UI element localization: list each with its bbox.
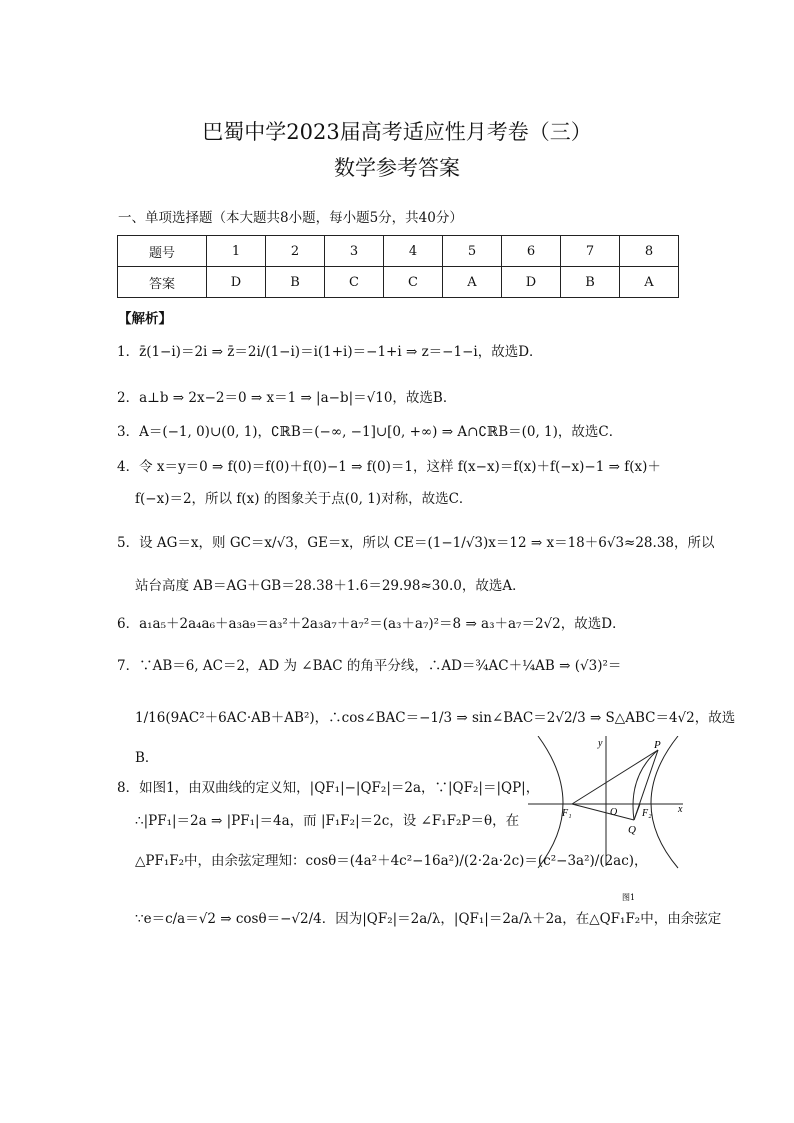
answer-cell: D [207,267,266,298]
solution-8-line3: △PF₁F₂中，由余弦定理知：cosθ＝(4a²＋4c²−16a²)/(2·2a·2c)＝(c²−3a²)/(2ac)， [135,853,648,869]
answer-cell: B [266,267,325,298]
answer-cell: B [561,267,620,298]
solution-1: 1．z̄(1−i)＝2i ⇒ z̄＝2i/(1−i)＝i(1+i)＝−1+i ⇒ z＝−1−i，故选D． [117,344,543,360]
segment-f1-q [572,804,634,820]
label-x: x [678,804,683,815]
question-number: 4 [384,236,443,267]
answer-table [117,235,679,298]
answer-cell: A [620,267,679,298]
solution-3: 3．A＝(−1, 0)∪(0, 1)，∁ℝB＝(−∞, −1]∪[0, +∞) ⇒ A∩∁ℝB＝(0, 1)，故选C． [117,424,623,440]
solution-2: 2．a⊥b ⇒ 2x−2＝0 ⇒ x＝1 ⇒ |a−b|＝√10，故选B． [117,390,457,406]
page-title: 巴蜀中学2023届高考适应性月考卷（三） [202,120,592,144]
row-label-number: 题号 [118,236,207,267]
segment-f1-p [572,750,658,804]
solution-8-line1: 8．如图1，由双曲线的定义知，|QF₁|−|QF₂|＝2a，∵|QF₂|＝|QP|， [117,780,540,796]
hyperbola-right-branch [651,736,678,868]
solution-4-line1: 4．令 x＝y＝0 ⇒ f(0)＝f(0)＋f(0)−1 ⇒ f(0)＝1，这样 f(x−x)＝f(x)＋f(−x)−1 ⇒ f(x)＋ [117,459,661,475]
solution-8-line2: ∴|PF₁|＝2a ⇒ |PF₁|＝4a，而 |F₁F₂|＝2c，设 ∠F₁F₂P＝θ，在 [135,813,520,829]
answer-cell: C [384,267,443,298]
answer-cell: D [502,267,561,298]
solution-5-line2: 站台高度 AB＝AG＋GB＝28.38＋1.6＝29.98≈30.0，故选A． [135,578,526,594]
solution-7-line2: 1/16(9AC²＋6AC·AB＋AB²)，∴cos∠BAC＝−1/3 ⇒ sin∠BAC＝2√2/3 ⇒ S△ABC＝4√2，故选 [135,710,736,726]
label-f2: F₂ [642,808,652,819]
row-label-answer: 答案 [118,267,207,298]
page-subtitle: 数学参考答案 [334,156,460,180]
label-y: y [598,738,603,749]
question-number: 6 [502,236,561,267]
solution-4-line2: f(−x)＝2，所以 f(x) 的图象关于点(0, 1)对称，故选C． [135,491,473,507]
label-p: P [654,739,661,751]
label-o: O [610,807,618,818]
solution-7-line3: B． [135,750,159,766]
section-heading: 一、单项选择题（本大题共8小题，每小题5分，共40分） [118,210,463,226]
table-row-numbers [118,236,679,267]
question-number: 2 [266,236,325,267]
question-number: 8 [620,236,679,267]
answer-cell: C [325,267,384,298]
analysis-label: 【解析】 [118,311,172,327]
question-number: 7 [561,236,620,267]
label-q: Q [628,824,636,836]
answer-cell: A [443,267,502,298]
solution-8-line4: ∵e＝c/a＝√2 ⇒ cosθ＝−√2/4．因为|QF₂|＝2a/λ，|QF₁|＝2a/λ＋2a，在△QF₁F₂中，由余弦定 [135,911,722,927]
question-number: 5 [443,236,502,267]
hyperbola-figure [528,736,688,902]
solution-7-line1: 7．∵AB＝6, AC＝2，AD 为 ∠BAC 的角平分线，∴AD＝¾AC＋¼AB ⇒ (√3)²＝ [117,658,622,674]
label-f1: F₁ [562,808,572,819]
question-number: 1 [207,236,266,267]
figure-caption: 图1 [622,893,636,902]
segment-f2-q [634,804,640,820]
table-row-answers [118,267,679,298]
solution-6: 6．a₁a₅＋2a₄a₆＋a₃a₉＝a₃²＋2a₃a₇＋a₇²＝(a₃＋a₇)²＝8 ⇒ a₃＋a₇＝2√2，故选D． [117,616,626,632]
solution-5-line1: 5．设 AG＝x，则 GC＝x/√3，GE＝x，所以 CE＝(1−1/√3)x＝12 ⇒ x＝18＋6√3≈28.38，所以 [117,535,715,551]
hyperbola-left-branch [538,736,563,868]
question-number: 3 [325,236,384,267]
